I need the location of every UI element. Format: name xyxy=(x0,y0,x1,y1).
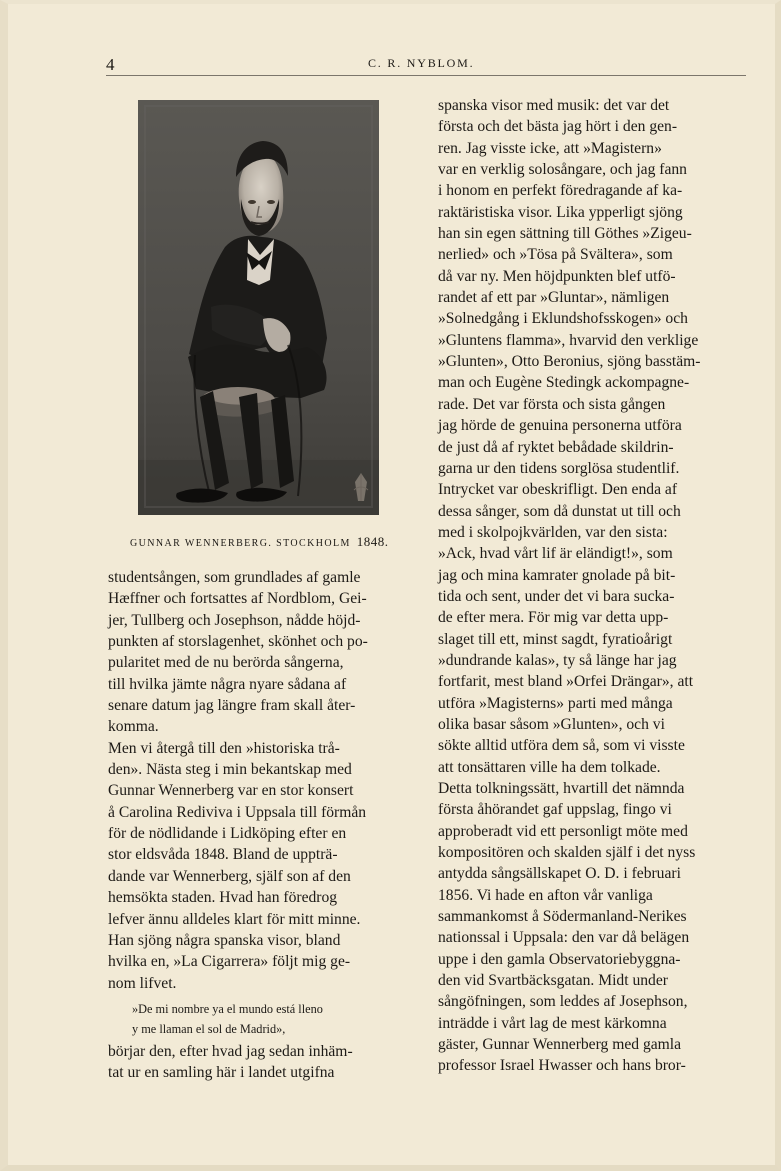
portrait-photo xyxy=(138,100,379,515)
running-title: C. R. NYBLOM. xyxy=(368,56,475,70)
right-line: gäster, Gunnar Wennerberg med gamla xyxy=(438,1036,682,1054)
right-line: slaget till ett, minst sagdt, fyratioårigt xyxy=(438,630,673,648)
photo-caption xyxy=(130,534,405,550)
caption-text: GUNNAR WENNERBERG. STOCKHOLM xyxy=(130,538,351,549)
right-line: antydda sångsällskapet O. D. i februari xyxy=(438,865,681,883)
right-line: fortfarit, mest bland »Orfei Drängar», att xyxy=(438,673,694,691)
right-line: ren. Jag visste icke, att »Magistern» xyxy=(438,139,662,157)
right-line: den vid Svartbäcksgatan. Midt under xyxy=(438,972,668,990)
header-rule xyxy=(106,75,746,76)
right-line: uppe i den gamla Observatoriebyggna- xyxy=(438,950,681,968)
left-line: dande var Wennerberg, själf son af den xyxy=(108,867,351,885)
left-line: komma. xyxy=(108,718,159,736)
left-line: för de nödlidande i Lidköping efter en xyxy=(108,825,347,843)
right-line: han sin egen sättning till Göthes »Zigeu- xyxy=(438,225,692,243)
left-column-tail xyxy=(108,1041,420,1084)
right-line: var en verklig solosångare, och jag fann xyxy=(438,161,687,179)
right-line: sångöfningen, som leddes af Josephson, xyxy=(438,993,688,1011)
left-line: till hvilka jämte några nyare sådana af xyxy=(108,675,347,693)
right-column xyxy=(438,95,748,1077)
right-line: »Gluntens flamma», hvarvid den verklige xyxy=(438,331,699,349)
left-line: jer, Tullberg och Josephson, nådde höjd- xyxy=(108,611,361,629)
left-line: hvilka en, »La Cigarrera» följt mig ge- xyxy=(108,953,351,971)
right-line: »Glunten», Otto Beronius, sjöng basstäm- xyxy=(438,353,701,371)
left-line: pularitet med de nu berörda sångerna, xyxy=(108,654,344,672)
right-line: 1856. Vi hade en afton vår vanliga xyxy=(438,886,653,904)
right-line: tida och sent, under det vi bara sucka- xyxy=(438,587,675,605)
portrait-image xyxy=(138,100,379,515)
right-line: nationssal i Uppsala: den var då belägen xyxy=(438,929,690,947)
right-line: inträdde i vårt lag de mest kärkomna xyxy=(438,1014,667,1032)
page-number: 4 xyxy=(106,55,115,74)
right-line: i honom en perfekt föredragande af ka- xyxy=(438,182,683,200)
right-line: rade. Det var första och sista gången xyxy=(438,395,666,413)
right-line: utföra »Magisterns» parti med många xyxy=(438,694,673,712)
quote-line: »De mi nombre ya el mundo está lleno xyxy=(132,1002,323,1016)
right-line: jag hörde de genuina personerna utföra xyxy=(438,417,682,435)
right-line: första och det bästa jag hört i den gen- xyxy=(438,118,678,136)
right-line: raktäristiska visor. Lika ypperligt sjöng xyxy=(438,203,683,221)
spanish-quote xyxy=(132,999,402,1039)
left-line: å Carolina Rediviva i Uppsala till förmån xyxy=(108,803,367,821)
right-line: jag och mina kamrater gnolade på bit- xyxy=(438,566,676,584)
right-line: att tonsättaren ville ha dem tolkade. xyxy=(438,758,661,776)
right-line: professor Israel Hwasser och hans bror- xyxy=(438,1057,686,1075)
left-line: hemsökta staden. Hvad han föredrog xyxy=(108,889,338,907)
portrait-illustration xyxy=(138,100,379,515)
right-line: Detta tolkningssätt, hvartill det nämnda xyxy=(438,780,685,797)
left-line: den». Nästa steg i min bekantskap med xyxy=(108,761,352,779)
right-line: man och Eugène Stedingk ackompagne- xyxy=(438,374,690,392)
right-line: nerlied» och »Tösa på Svältera», som xyxy=(438,246,673,264)
right-line: sökte alltid utföra dem så, som vi visste xyxy=(438,737,685,755)
right-line: första åhörandet gaf uppslag, fingo vi xyxy=(438,801,672,819)
left-line: nom lifvet. xyxy=(108,974,177,992)
left-line: punkten af storslagenhet, skönhet och po- xyxy=(108,633,368,651)
right-line: spanska visor med musik: det var det xyxy=(438,97,670,114)
left-column xyxy=(108,567,420,994)
left-line: stor eldsvåda 1848. Bland de uppträ- xyxy=(108,846,338,864)
right-line: »Solnedgång i Eklundshofsskogen» och xyxy=(438,310,688,328)
right-line: de just då af ryktet bebådade skildrin- xyxy=(438,438,674,456)
right-line: olika basar såsom »Glunten», och vi xyxy=(438,715,665,733)
right-line: då var ny. Men höjdpunkten blef utfö- xyxy=(438,267,676,285)
left-line: studentsången, som grundlades af gamle xyxy=(108,569,361,586)
right-line: randet af ett par »Gluntar», nämligen xyxy=(438,289,670,307)
right-line: Intrycket var obeskrifligt. Den enda af xyxy=(438,481,678,499)
right-line: »dundrande kalas», ty så länge har jag xyxy=(438,651,677,669)
quote-line: y me llaman el sol de Madrid», xyxy=(132,1022,286,1036)
right-line: dessa sånger, som då dunstat ut till och xyxy=(438,502,681,520)
left-line: lefver ännu alldeles klart för mitt minne. xyxy=(108,910,361,928)
left-line: Han sjöng några spanska visor, bland xyxy=(108,931,341,949)
left-line: Hæffner och fortsattes af Nordblom, Gei- xyxy=(108,590,367,608)
right-line: kompositören och skalden själf i det nyss xyxy=(438,844,696,862)
right-line: approberadt vid ett personligt möte med xyxy=(438,822,688,840)
caption-year: 1848. xyxy=(356,534,389,549)
left-line: senare datum jag längre fram skall åter- xyxy=(108,697,356,715)
left-line: Gunnar Wennerberg var en stor konsert xyxy=(108,782,354,800)
right-line: de efter mera. För mig var detta upp- xyxy=(438,609,669,627)
right-line: garna ur den tidens sorglösa studentlif. xyxy=(438,459,680,477)
left-line: Men vi återgå till den »historiska trå- xyxy=(108,739,340,757)
right-line: med i skolpojkvärlden, var den sista: xyxy=(438,523,668,541)
right-line: »Ack, hvad vårt lif är eländigt!», som xyxy=(438,545,673,563)
left-tail-line: börjar den, efter hvad jag sedan inhäm- xyxy=(108,1043,353,1060)
left-tail-line: tat ur en samling här i landet utgifna xyxy=(108,1064,335,1082)
right-line: sammankomst å Södermanland-Nerikes xyxy=(438,908,687,926)
